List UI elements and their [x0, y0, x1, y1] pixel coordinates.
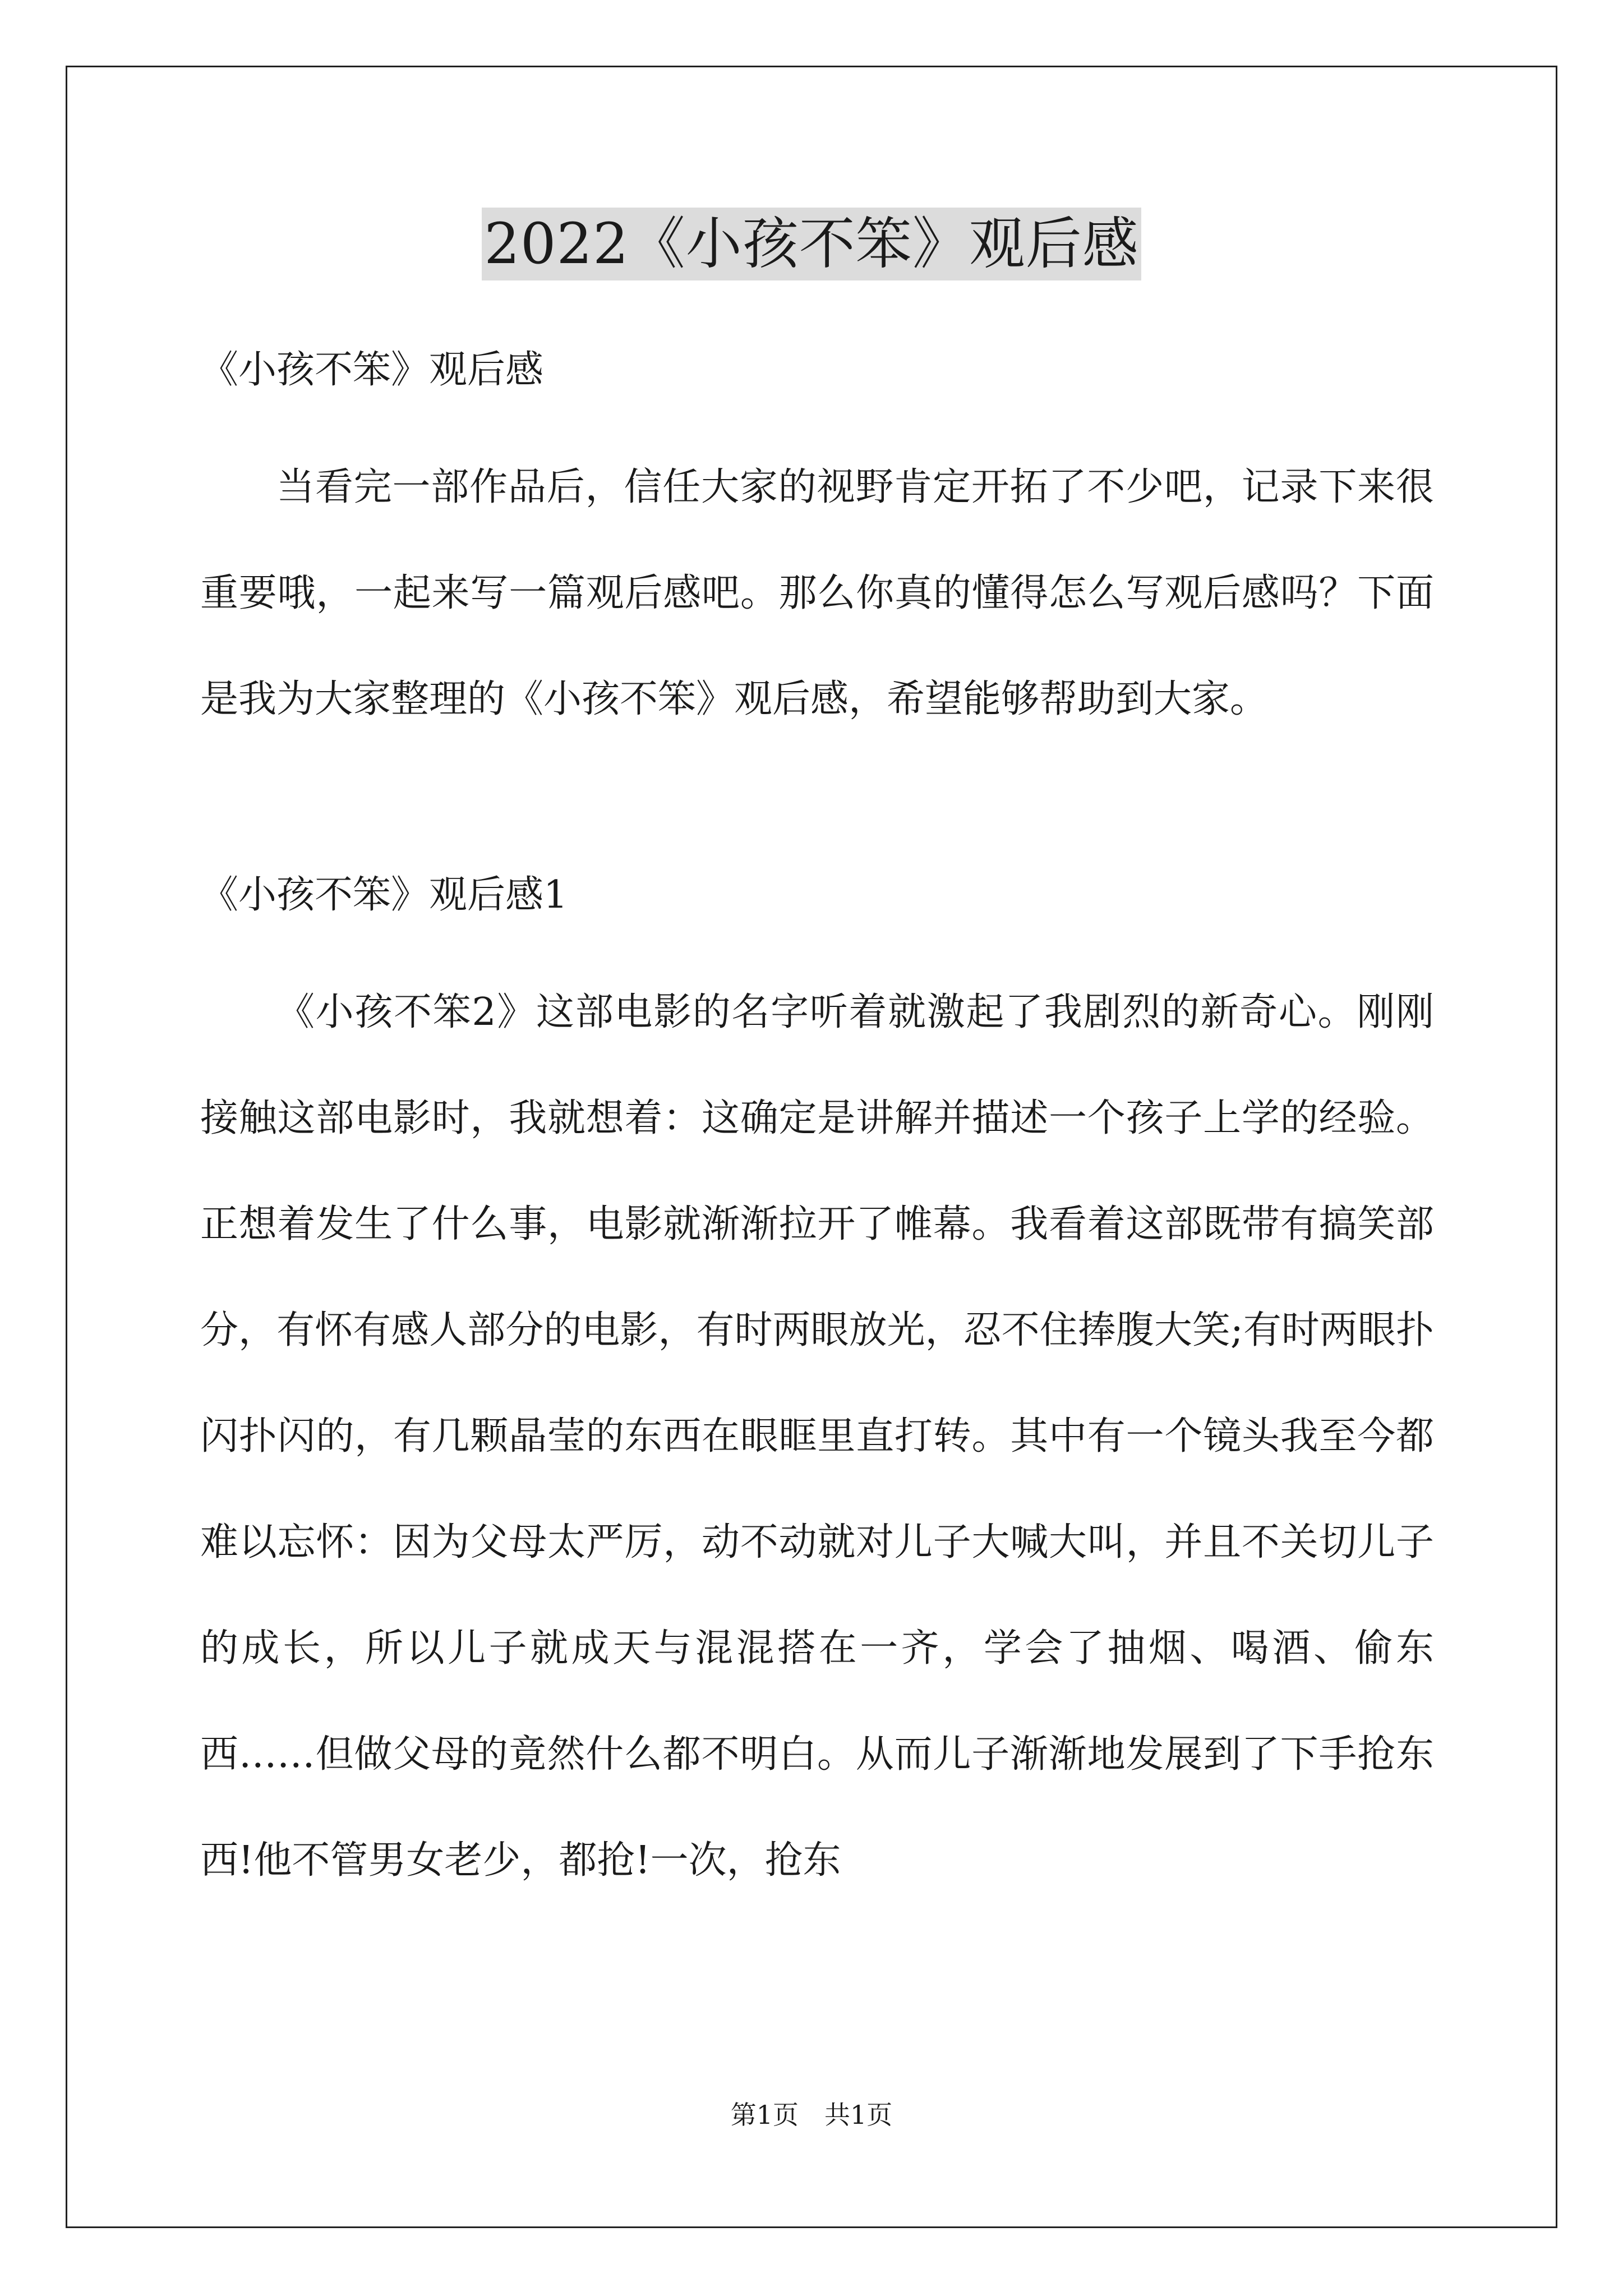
spacer: [200, 423, 1434, 434]
spacer: [200, 948, 1434, 959]
section-1-paragraph: 《小孩不笨2》这部电影的名字听着就激起了我剧烈的新奇心。刚刚接触这部电影时，我就想着：这确定是讲解并描述一个孩子上学的经验。正想着发生了什么事，电影就渐渐拉开了帷幕。我看着这部既带有搞笑部分，有怀有感人部分的电影，有时两眼放光，忍不住捧腹大笑;有时两眼扑闪扑闪的，有几颗晶莹的东西在眼眶里直打转。其中有一个镜头我至今都难以忘怀：因为父母太严厉，动不动就对儿子大喊大叫，并且不关切儿子的成长，所以儿子就成天与混混搭在一齐，学会了抽烟、喝酒、偷东西……但做父母的竟然什么都不明白。从而儿子渐渐地发展到了下手抢东西!他不管男女老少，都抢!一次，抢东: [200, 990, 1434, 1883]
title-container: [0, 208, 1623, 280]
intro-paragraph: 当看完一部作品后，信任大家的视野肯定开拓了不少吧，记录下来很重要哦，一起来写一篇观后感吧。那么你真的懂得怎么写观后感吗？下面是我为大家整理的《小孩不笨》观后感，希望能够帮助到大家。: [200, 465, 1434, 721]
document-body: [200, 317, 1434, 1913]
page-footer: 第1页 共1页: [730, 2100, 893, 2130]
section-1-heading: 《小孩不笨》观后感1: [200, 873, 568, 917]
intro-heading: 《小孩不笨》观后感: [200, 348, 544, 392]
spacer: [200, 752, 1434, 842]
document-title: 2022《小孩不笨》观后感: [482, 208, 1141, 280]
